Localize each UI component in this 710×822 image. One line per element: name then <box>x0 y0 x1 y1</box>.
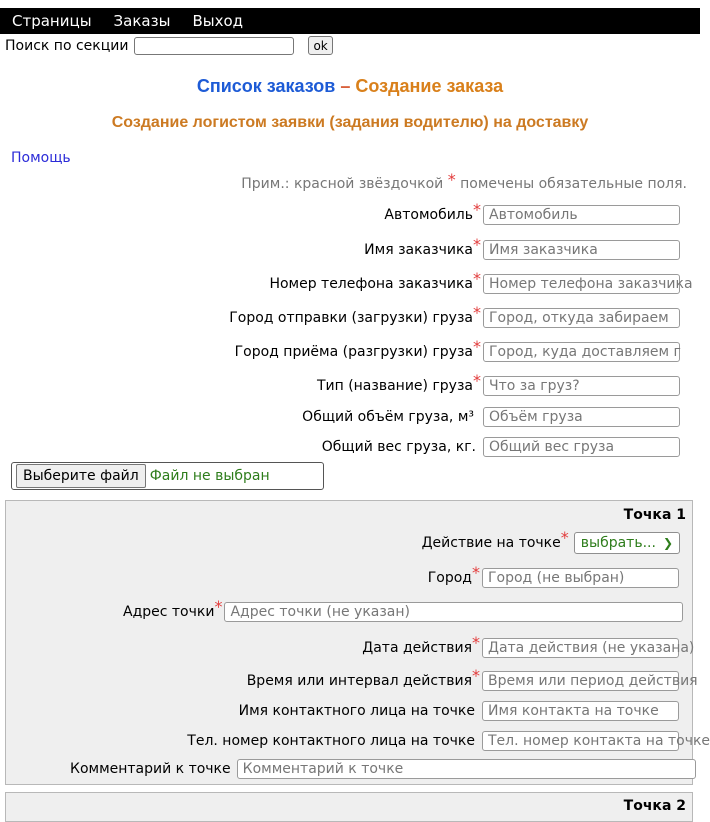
point-action-row <box>421 527 680 554</box>
file-upload <box>11 462 324 490</box>
breadcrumb-order-list[interactable]: Список заказов <box>196 76 336 96</box>
point-comment-row <box>70 759 696 779</box>
required-star-icon: * <box>473 370 481 390</box>
field-label: Имя заказчика <box>364 242 473 258</box>
field-label: Время или интервал действия <box>246 673 472 689</box>
field-label: Имя контактного лица на точке <box>238 703 475 719</box>
field-label: Город отправки (загрузки) груза <box>229 310 473 326</box>
chevron-down-icon: ❯ <box>662 536 673 550</box>
field-row-destination-city <box>234 336 681 362</box>
point-time-input[interactable]: Время или период действия <box>482 671 679 691</box>
required-star-icon: * <box>472 632 480 652</box>
cargo-type-input[interactable]: Что за груз? <box>483 376 680 396</box>
point-section-2 <box>5 792 693 822</box>
point-contact-input[interactable]: Имя контакта на точке <box>482 701 679 721</box>
field-label: Тел. номер контактного лица на точке <box>187 733 475 749</box>
customer-phone-input[interactable]: Номер телефона заказчика <box>483 274 680 294</box>
search-label: Поиск по секции <box>5 37 129 54</box>
point-time-row <box>246 665 698 691</box>
page-subtitle: Создание логистом заявки (задания водителю) на доставку <box>111 114 589 131</box>
nav-pages[interactable]: Страницы <box>12 12 92 30</box>
required-note <box>241 170 687 195</box>
required-star-icon: * <box>560 527 569 547</box>
point-contact-row <box>239 701 679 721</box>
field-label: Город приёма (разгрузки) груза <box>234 344 473 360</box>
field-label: Город <box>427 570 472 586</box>
point-comment-input[interactable]: Комментарий к точке <box>237 759 696 779</box>
point-address-input[interactable]: Адрес точки (не указан) <box>224 602 683 622</box>
field-row-customer-phone <box>269 268 693 294</box>
required-star-icon: * <box>473 199 481 219</box>
file-status: Файл не выбран <box>149 468 270 484</box>
required-star-icon: * <box>472 562 480 582</box>
note-suffix: помечены обязательные поля. <box>460 176 687 192</box>
required-star-icon: * <box>473 268 481 288</box>
point-title: Точка 2 <box>623 798 686 814</box>
field-label: Адрес точки <box>123 604 215 620</box>
required-star-icon: * <box>214 596 223 616</box>
field-row-cargo-volume <box>302 407 680 427</box>
point-city-row <box>427 562 679 588</box>
point-date-input[interactable]: Дата действия (не указана) <box>482 638 679 658</box>
point-city-input[interactable]: Город (не выбран) <box>482 568 679 588</box>
page-title <box>0 76 700 97</box>
help-link[interactable]: Помощь <box>11 150 71 166</box>
cargo-volume-input[interactable]: Объём груза <box>483 407 680 427</box>
breadcrumb-create-order: Создание заказа <box>355 76 504 96</box>
point-address-row <box>123 596 683 622</box>
choose-file-button[interactable]: Выберите файл <box>16 464 146 488</box>
field-row-customer-name <box>364 234 680 260</box>
required-star-icon: * <box>473 234 481 254</box>
search-ok-button[interactable]: ok <box>308 36 332 55</box>
point-action-select[interactable] <box>574 532 680 554</box>
field-label: Общий вес груза, кг. <box>321 439 476 455</box>
required-star-icon: * <box>473 336 481 356</box>
car-input[interactable]: Автомобиль <box>483 205 680 225</box>
top-nav <box>0 8 700 34</box>
destination-city-input[interactable]: Город, куда доставляем г <box>483 342 680 362</box>
origin-city-input[interactable]: Город, откуда забираем <box>483 308 680 328</box>
field-label: Тип (название) груза <box>316 378 473 394</box>
note-prefix: Прим.: красной звёздочкой <box>241 176 444 192</box>
field-row-origin-city <box>229 302 680 328</box>
point-date-row <box>362 632 695 658</box>
point-section-1 <box>5 500 710 785</box>
customer-name-input[interactable]: Имя заказчика <box>483 240 680 260</box>
field-row-cargo-type <box>316 370 680 396</box>
field-label: Автомобиль <box>384 207 473 223</box>
field-label: Номер телефона заказчика <box>269 276 473 292</box>
breadcrumb-separator: – <box>340 76 351 96</box>
field-row-cargo-weight <box>322 437 680 457</box>
field-label: Комментарий к точке <box>70 761 231 777</box>
point-title: Точка 1 <box>623 507 686 523</box>
field-row-car <box>384 199 680 225</box>
field-label: Действие на точке <box>421 535 561 551</box>
required-star-icon: * <box>473 302 481 322</box>
nav-orders[interactable]: Заказы <box>113 12 171 30</box>
point-phone-input[interactable]: Тел. номер контакта на точке <box>482 731 679 751</box>
point-action-value: выбрать... <box>580 535 656 551</box>
section-search <box>5 36 333 55</box>
required-star-icon: * <box>472 665 480 685</box>
required-star-icon: * <box>447 170 456 189</box>
nav-logout[interactable]: Выход <box>192 12 243 30</box>
search-input[interactable] <box>134 37 294 55</box>
point-phone-row <box>187 731 710 751</box>
field-label: Общий объём груза, м³ <box>302 409 474 425</box>
cargo-weight-input[interactable]: Общий вес груза <box>483 437 680 457</box>
field-label: Дата действия <box>362 640 472 656</box>
